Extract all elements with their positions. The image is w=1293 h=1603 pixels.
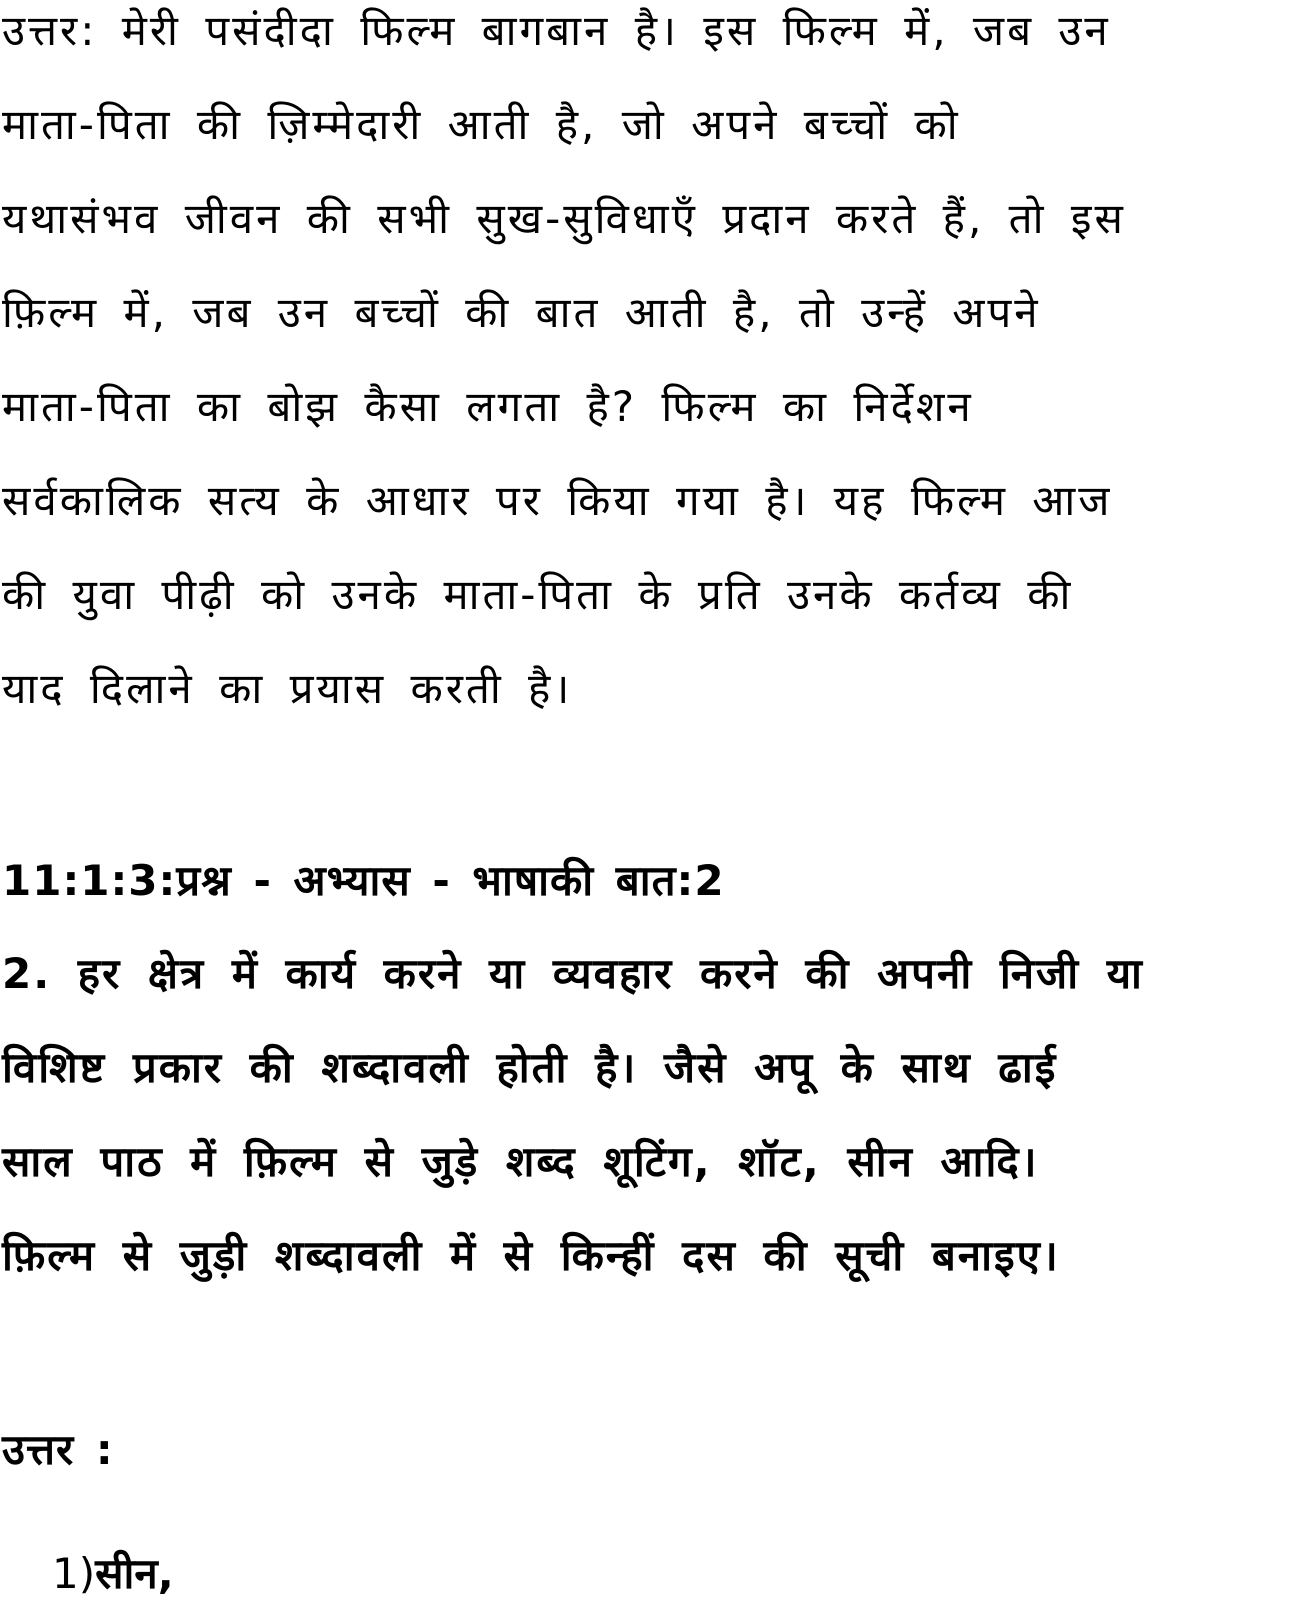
list-item-number: 1) — [52, 1549, 96, 1598]
answer-line: यथासंभव जीवन की सभी सुख-सुविधाएँ प्रदान करते हैं, तो इस — [2, 194, 1126, 243]
list-item — [52, 1549, 174, 1598]
answer-line: सर्वकालिक सत्य के आधार पर किया गया है। यह फिल्म आज — [2, 476, 1113, 525]
question-heading: 11:1:3:प्रश्न - अभ्यास - भाषाकी बात:2 — [2, 856, 725, 905]
answer-line: याद दिलाने का प्रयास करती है। — [2, 664, 573, 713]
answer-line: माता-पिता की ज़िम्मेदारी आती है, जो अपने बच्चों को — [2, 100, 961, 149]
answer-line: उत्तर: मेरी पसंदीदा फिल्म बागबान है। इस फिल्म में, जब उन — [2, 6, 1111, 55]
question-line: 2. हर क्षेत्र में कार्य करने या व्यवहार करने की अपनी निजी या — [2, 949, 1144, 998]
question-line: फ़िल्म से जुड़ी शब्दावली में से किन्हीं दस की सूची बनाइए। — [2, 1231, 1060, 1280]
answer-label: उत्तर : — [2, 1425, 114, 1474]
answer-line: की युवा पीढ़ी को उनके माता-पिता के प्रति उनके कर्तव्य की — [2, 570, 1074, 619]
list-item-text: सीन, — [95, 1549, 174, 1598]
answer-line: फ़िल्म में, जब उन बच्चों की बात आती है, तो उन्हें अपने — [2, 288, 1041, 337]
question-line: विशिष्ट प्रकार की शब्दावली होती है। जैसे अपू के साथ ढाई — [2, 1043, 1058, 1092]
answer-line: माता-पिता का बोझ कैसा लगता है? फिल्म का निर्देशन — [2, 382, 974, 431]
question-line: साल पाठ में फ़िल्म से जुड़े शब्द शूटिंग, शॉट, सीन आदि। — [2, 1137, 1039, 1186]
